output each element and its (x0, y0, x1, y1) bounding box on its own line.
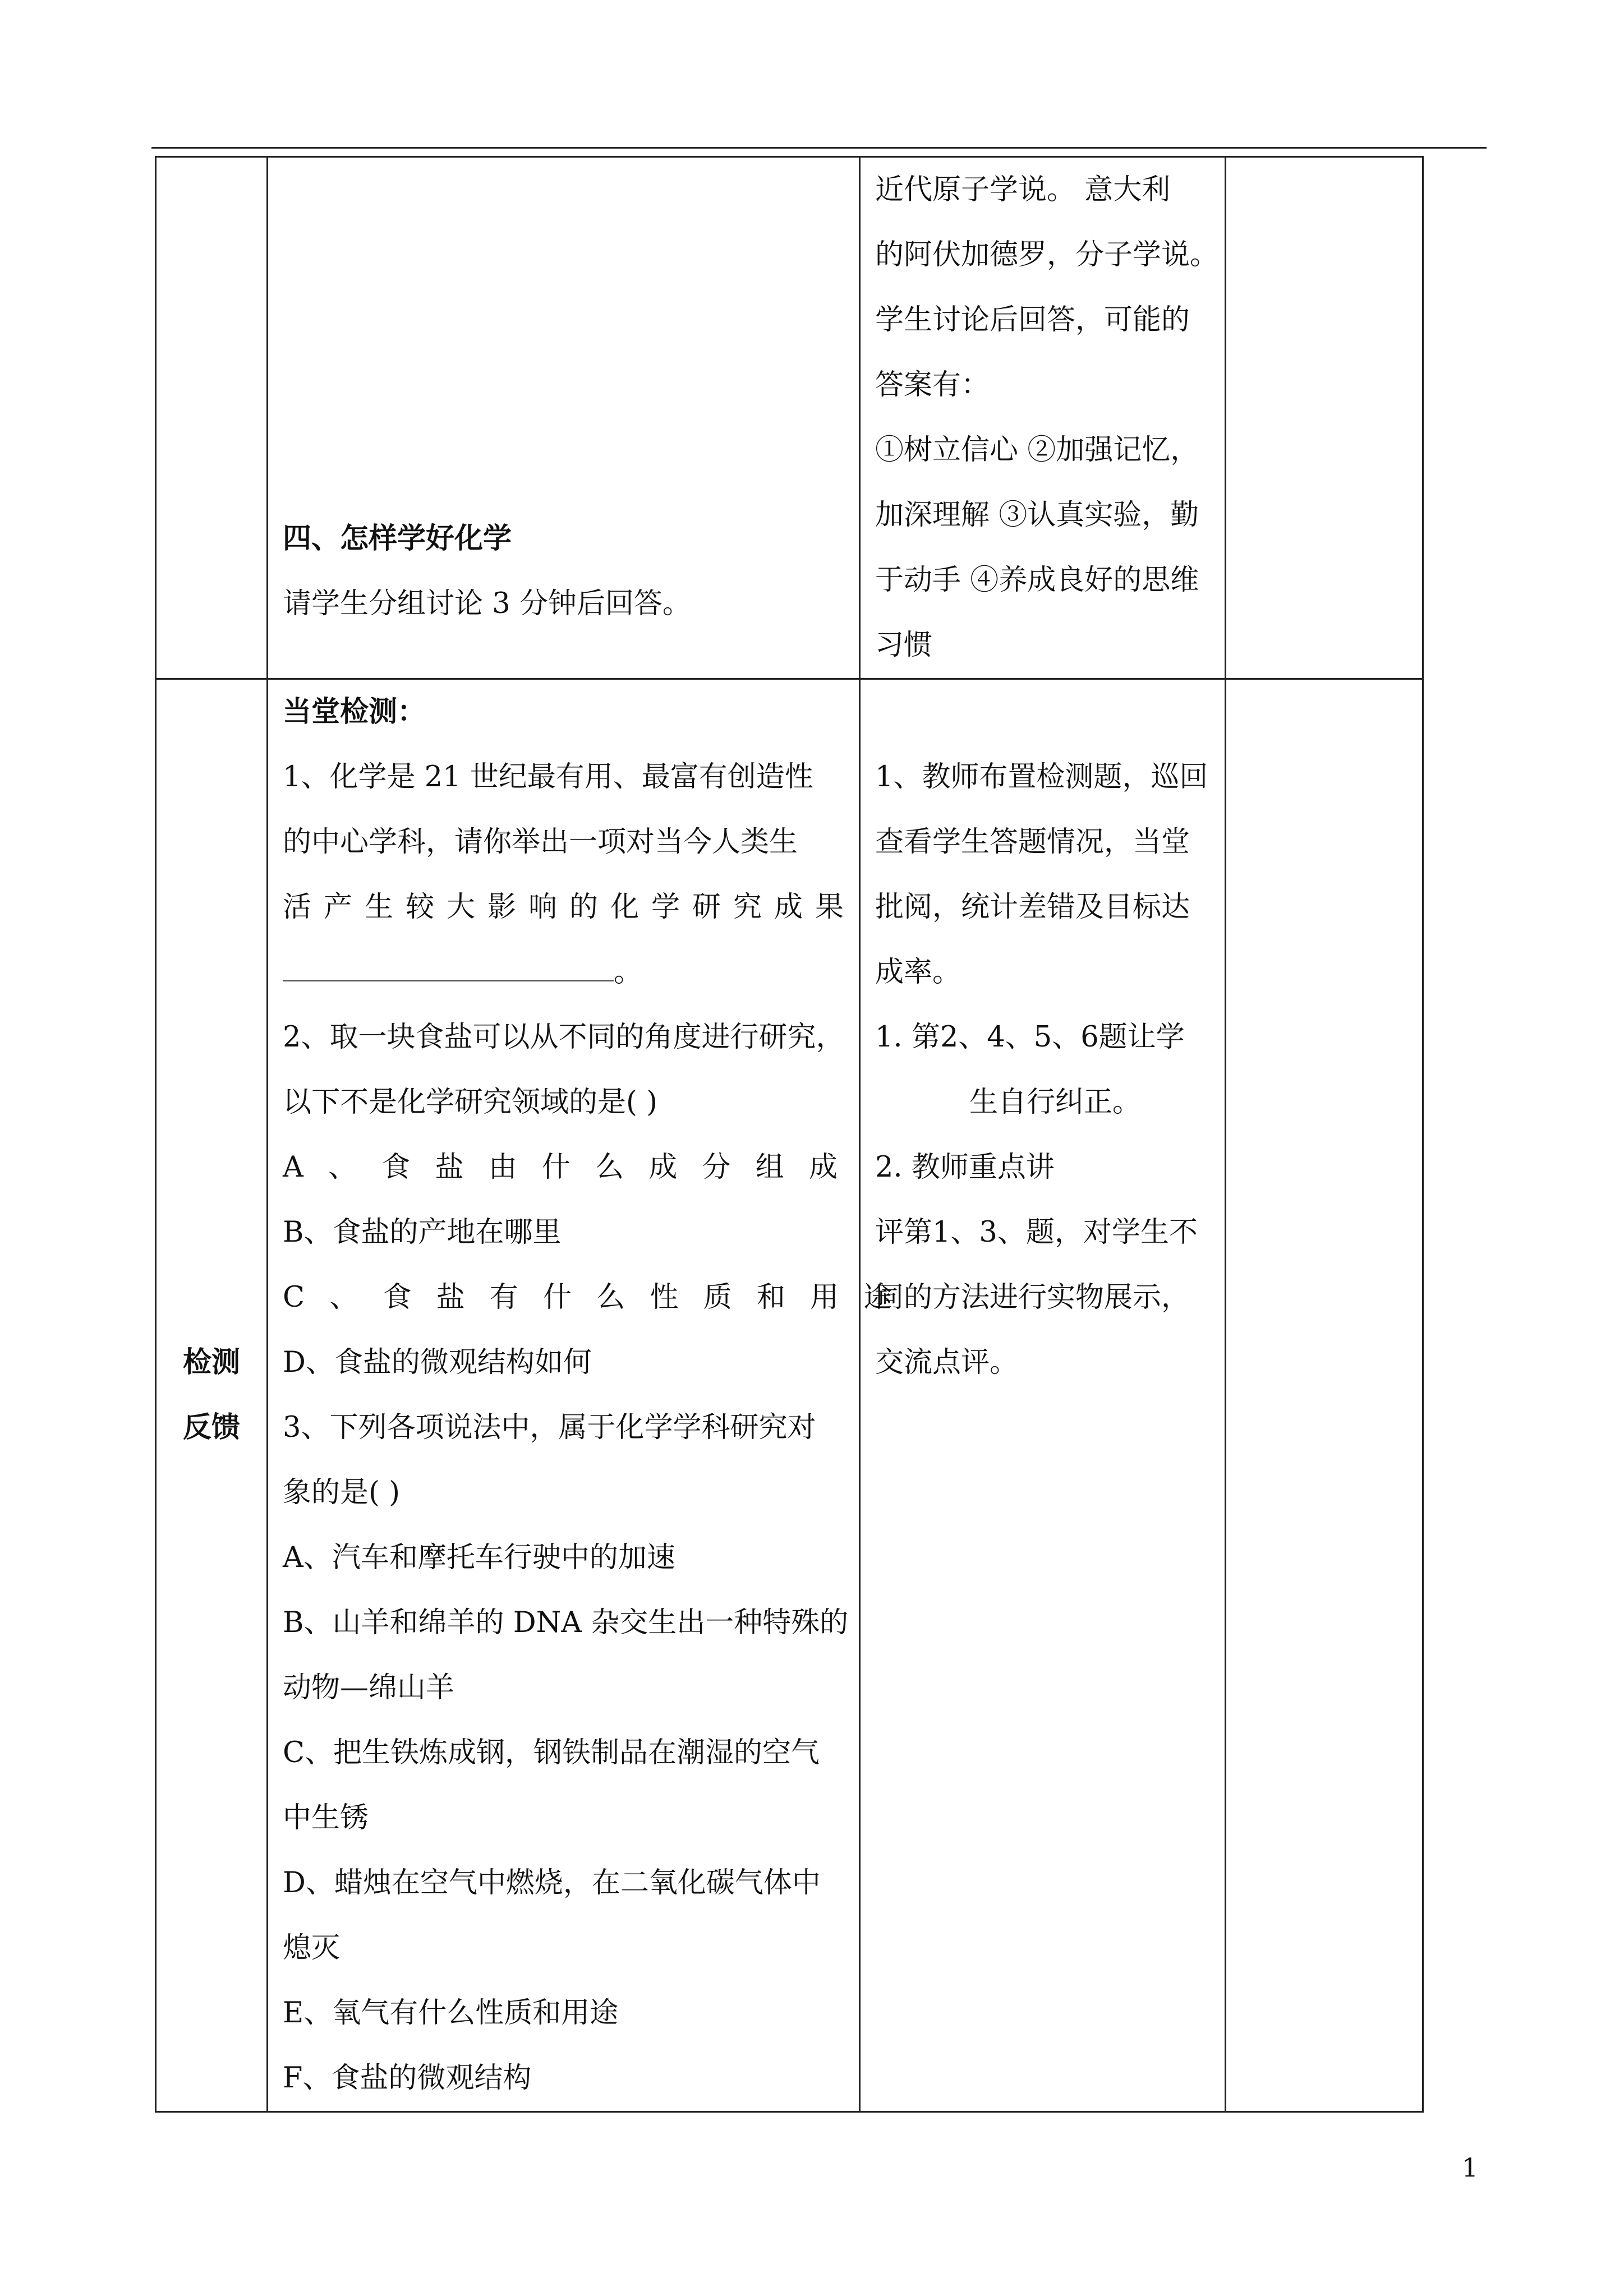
text-line: 1、教师布置检测题，巡回 (875, 760, 1208, 794)
option-d: D、食盐的微观结构如何 (283, 1346, 592, 1379)
text-line: ①树立信心 ②加强记忆， (875, 434, 1199, 467)
section-heading: 四、怎样学好化学 (283, 522, 512, 555)
option-b: B、山羊和绵羊的 DNA 杂交生出一种特殊的 (283, 1606, 849, 1639)
spacer (875, 680, 1210, 745)
sentence-end: 。 (614, 956, 643, 989)
option-a: A、汽车和摩托车行驶中的加速 (283, 1541, 675, 1574)
question-1: 的中心学科，请你举出一项对当今人类生 (283, 826, 798, 859)
sidebar-label: 反馈 (183, 1411, 241, 1444)
option-f: F、食盐的微观结构 (283, 2062, 532, 2095)
teacher-activity-cell (859, 679, 1225, 2112)
sidebar-cell (156, 679, 268, 2112)
option-e: E、氧气有什么性质和用途 (283, 1997, 619, 2030)
sidebar-cell-empty (156, 157, 268, 679)
text-line: 查看学生答题情况，当堂 (875, 826, 1190, 859)
text-line: 加深理解 ③认真实验，勤 (875, 499, 1199, 532)
text-line: 交流点评。 (875, 1346, 1018, 1379)
lesson-plan-table (155, 156, 1424, 2113)
text-line: 同的方法进行实物展示， (875, 1281, 1190, 1314)
discussion-instruction: 请学生分组讨论 3 分钟后回答。 (283, 587, 691, 620)
question-2: 以下不是化学研究领域的是( ) (283, 1086, 658, 1119)
notes-cell (1226, 157, 1423, 679)
page-number: 1 (1461, 2152, 1478, 2183)
text-line: 答案有： (875, 368, 990, 402)
text-line: 1. 第2、4、5、6题让学 (875, 1021, 1185, 1054)
quiz-heading: 当堂检测： (283, 695, 426, 729)
answer-blank (283, 946, 614, 981)
sidebar-label: 检测 (183, 1346, 241, 1379)
answer-blank-line (283, 940, 844, 1005)
question-1: 1、化学是 21 世纪最有用、最富有创造性 (283, 760, 813, 794)
student-activity-cell (859, 157, 1225, 679)
text-line: 批阅，统计差错及目标达 (875, 891, 1190, 924)
text-line: 2. 教师重点讲 (875, 1151, 1055, 1184)
text-line: 于动手 ④养成良好的思维 (875, 564, 1199, 597)
question-3: 象的是( ) (283, 1476, 401, 1509)
option-d: D、蜡烛在空气中燃烧，在二氧化碳气体中 (283, 1866, 821, 1899)
option-d: 熄灭 (283, 1931, 341, 1965)
question-3: 3、下列各项说法中，属于化学学科研究对 (283, 1411, 816, 1444)
option-a: A 、 食 盐 由 什 么 成 分 组 成 (283, 1151, 845, 1184)
option-c: 中生锈 (283, 1801, 369, 1834)
quiz-cell (268, 679, 900, 2112)
option-c: C、把生铁炼成钢，钢铁制品在潮湿的空气 (283, 1736, 820, 1769)
text-line: 成率。 (875, 956, 961, 989)
option-b: B、食盐的产地在哪里 (283, 1216, 562, 1249)
text-line: 评第1、3、题，对学生不 (875, 1216, 1198, 1249)
table-row (156, 157, 1423, 679)
option-b: 动物—绵山羊 (283, 1671, 455, 1704)
header-rule (151, 147, 1487, 149)
text-line: 习惯 (875, 629, 932, 662)
notes-cell (1226, 679, 1423, 2112)
activity-cell (268, 157, 860, 679)
question-1: 活产生较大影响的化学研究成果 (283, 891, 857, 924)
table-row (156, 679, 1423, 2112)
option-c: C 、 食 盐 有 什 么 性 质 和 用 途 (283, 1281, 900, 1314)
text-line: 近代原子学说。 意大利 (875, 173, 1171, 206)
text-line: 生自行纠正。 (969, 1086, 1141, 1119)
text-line: 的阿伏加德罗，分子学说。 (875, 238, 1218, 271)
text-line: 学生讨论后回答，可能的 (875, 303, 1190, 336)
question-2: 2、取一块食盐可以从不同的角度进行研究， (283, 1021, 845, 1054)
